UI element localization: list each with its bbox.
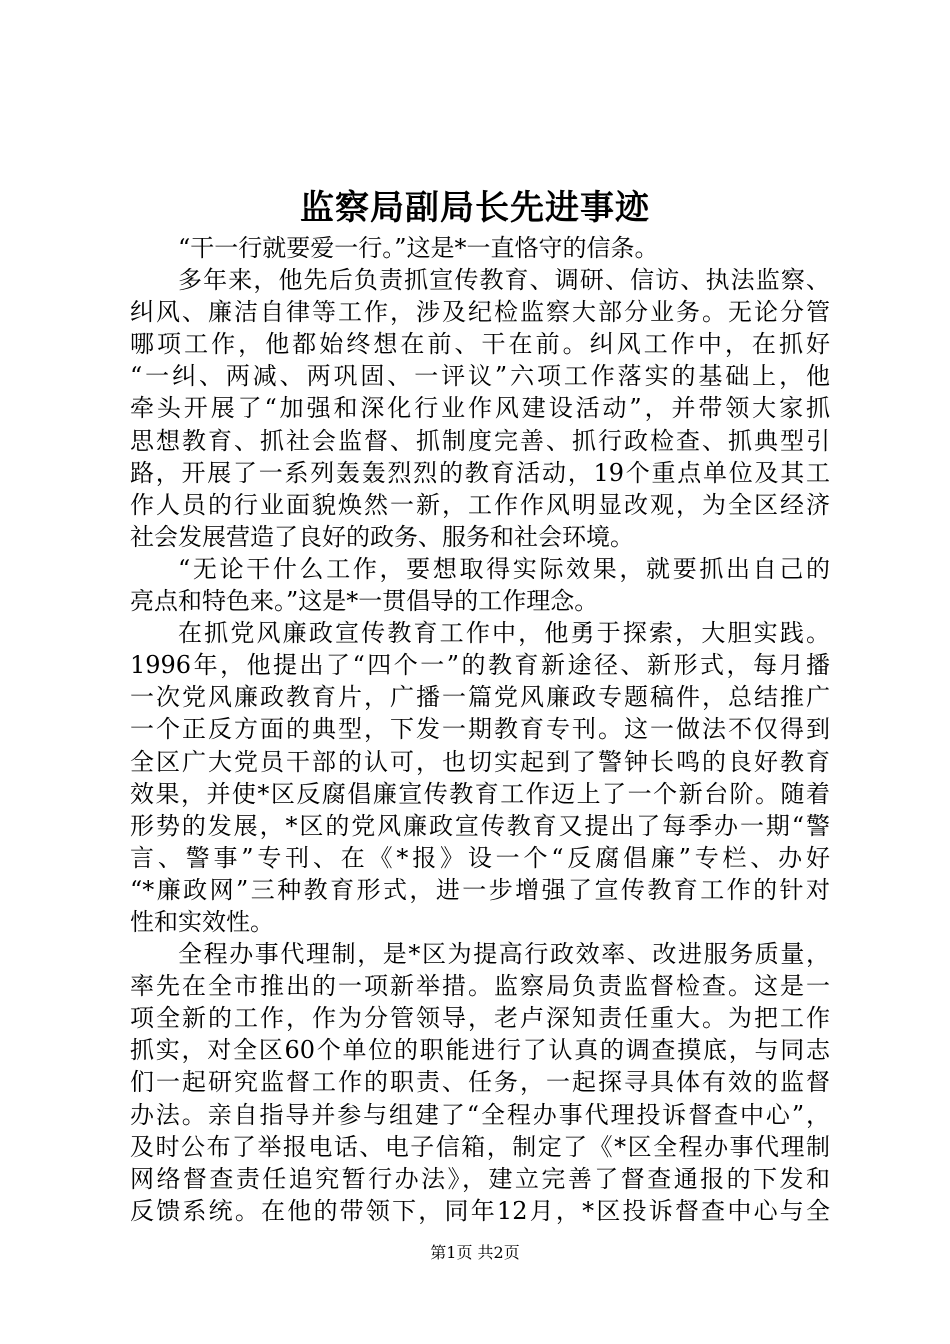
text-line: 在抓党风廉政宣传教育工作中，他勇于探索，大胆实践。 xyxy=(178,619,830,648)
text-line: 抓实，对全区60个单位的职能进行了认真的调查摸底，与同志 xyxy=(130,1036,830,1065)
text-line: 效果，并使*区反腐倡廉宣传教育工作迈上了一个新台阶。随着 xyxy=(130,779,830,808)
text-line: 路，开展了一系列轰轰烈烈的教育活动，19个重点单位及其工 xyxy=(130,458,830,487)
text-line: 思想教育、抓社会监督、抓制度完善、抓行政检查、抓典型引 xyxy=(130,426,830,455)
text-line: 哪项工作，他都始终想在前、干在前。纠风工作中，在抓好 xyxy=(130,330,830,359)
text-line: “无论干什么工作，要想取得实际效果，就要抓出自己的 xyxy=(178,554,830,583)
text-line: 一个正反方面的典型，下发一期教育专刊。这一做法不仅得到 xyxy=(130,715,830,744)
text-line: 办法。亲自指导并参与组建了“全程办事代理投诉督查中心”， xyxy=(130,1100,830,1129)
text-line: 全区广大党员干部的认可，也切实起到了警钟长鸣的良好教育 xyxy=(130,747,830,776)
page-footer: 第1页 共2页 xyxy=(430,1243,520,1262)
text-line: 形势的发展，*区的党风廉政宣传教育又提出了每季办一期“警 xyxy=(130,811,830,840)
text-line: 们一起研究监督工作的职责、任务，一起探寻具体有效的监督 xyxy=(130,1068,830,1097)
text-line: “一纠、两减、两巩固、一评议”六项工作落实的基础上，他 xyxy=(130,362,830,391)
text-line: 牵头开展了“加强和深化行业作风建设活动”，并带领大家抓 xyxy=(130,394,830,423)
text-line: 及时公布了举报电话、电子信箱，制定了《*区全程办事代理制 xyxy=(130,1132,830,1161)
text-line: 纠风、廉洁自律等工作，涉及纪检监察大部分业务。无论分管 xyxy=(130,298,830,327)
text-line: 全程办事代理制，是*区为提高行政效率、改进服务质量， xyxy=(178,940,830,969)
text-line: 率先在全市推出的一项新举措。监察局负责监督检查。这是一 xyxy=(130,972,830,1001)
text-line: 反馈系统。在他的带领下，同年12月，*区投诉督查中心与全 xyxy=(130,1196,830,1225)
text-line: 多年来，他先后负责抓宣传教育、调研、信访、执法监察、 xyxy=(178,266,830,295)
text-line: 一次党风廉政教育片，广播一篇党风廉政专题稿件，总结推广 xyxy=(130,683,830,712)
text-line: 项全新的工作，作为分管领导，老卢深知责任重大。为把工作 xyxy=(130,1004,830,1033)
text-line: “干一行就要爱一行。”这是*一直恪守的信条。 xyxy=(178,234,659,262)
text-line: 社会发展营造了良好的政务、服务和社会环境。 xyxy=(130,522,634,551)
text-line: 1996年，他提出了“四个一”的教育新途径、新形式，每月播 xyxy=(130,651,830,680)
text-line: 作人员的行业面貌焕然一新，工作作风明显改观，为全区经济 xyxy=(130,490,830,519)
text-line: “*廉政网”三种教育形式，进一步增强了宣传教育工作的针对 xyxy=(130,875,830,904)
text-line: 言、警事”专刊、在《*报》设一个“反腐倡廉”专栏、办好 xyxy=(130,843,830,872)
text-line: 亮点和特色来。”这是*一贯倡导的工作理念。 xyxy=(130,587,599,616)
text-line: 网络督查责任追究暂行办法》，建立完善了督查通报的下发和 xyxy=(130,1164,830,1193)
document-body xyxy=(130,232,830,1227)
document-title: 监察局副局长先进事迹 xyxy=(300,188,650,228)
text-line: 性和实效性。 xyxy=(130,907,274,936)
